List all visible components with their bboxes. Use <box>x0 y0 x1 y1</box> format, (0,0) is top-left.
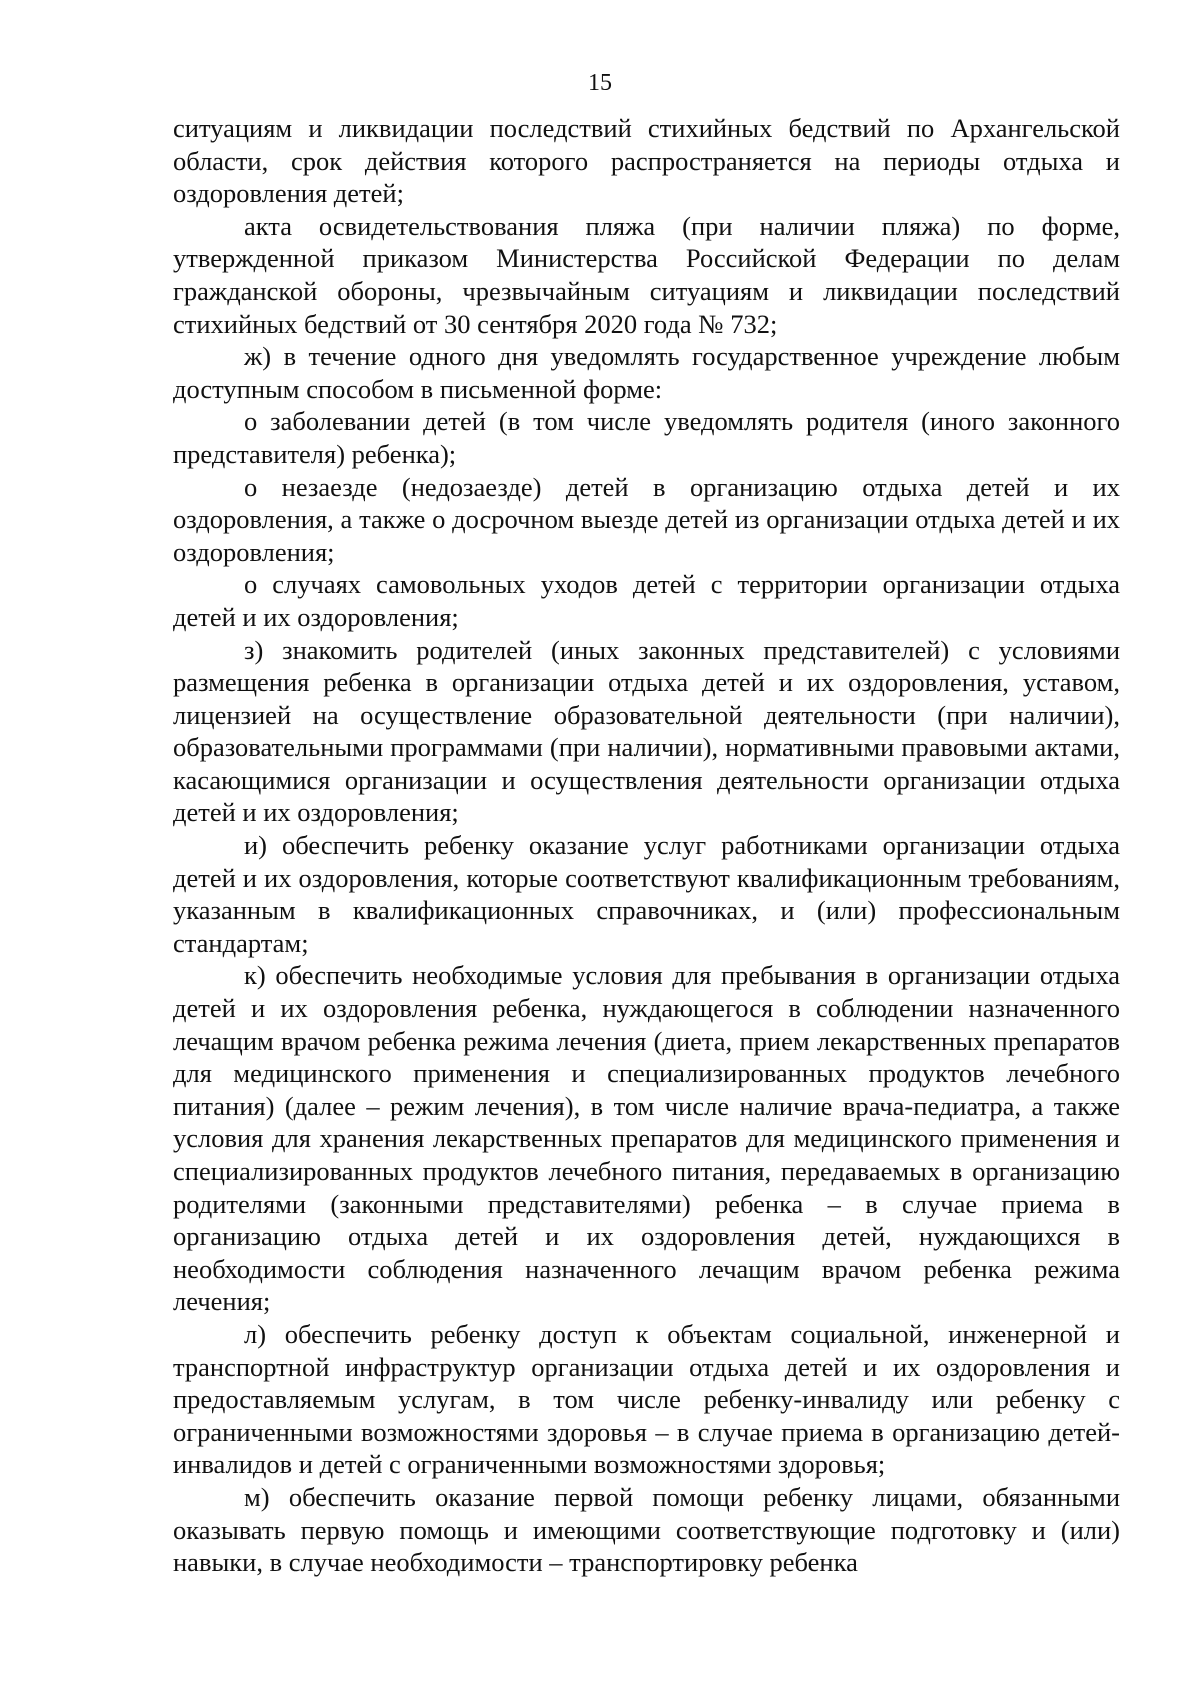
paragraph-beach-act: акта освидетельствования пляжа (при наличии пляжа) по форме, утвержденной приказом Министерства Российской Федерации по делам гражданской обороны, чрезвычайным ситуациям и ликвидации последствий стихийных бедствий от 30 сентября 2020 года № 732; <box>173 210 1120 339</box>
paragraph-item-i: и) обеспечить ребенку оказание услуг работниками организации отдыха детей и их оздоровления, которые соответствуют квалификационным требованиям, указанным в квалификационных справочниках, и (или) профессиональным стандартам; <box>173 830 1120 958</box>
document-body <box>173 112 1120 1579</box>
paragraph-non-arrival: о незаезде (недозаезде) детей в организацию отдыха детей и их оздоровления, а также о досрочном выезде детей из организации отдыха детей и их оздоровления; <box>173 471 1120 567</box>
page-number: 15 <box>588 70 612 96</box>
paragraph-continuation: ситуациям и ликвидации последствий стихийных бедствий по Архангельской области, срок действия которого распространяется на периоды отдыха и оздоровления детей; <box>173 113 1120 209</box>
paragraph-item-zh: ж) в течение одного дня уведомлять государственное учреждение любым доступным способом в письменной форме: <box>173 341 1120 404</box>
paragraph-unauthorized-leave: о случаях самовольных уходов детей с территории организации отдыха детей и их оздоровления; <box>173 569 1120 632</box>
paragraph-item-z: з) знакомить родителей (иных законных представителей) с условиями размещения ребенка в организации отдыха детей и их оздоровления, уставом, лицензией на осуществление образовательной деятельности (при наличии), образовательными программами (при наличии), нормативными правовыми актами, касающимися организации и осуществления деятельности организации отдыха детей и их оздоровления; <box>173 634 1120 828</box>
paragraph-item-l: л) обеспечить ребенку доступ к объектам социальной, инженерной и транспортной инфраструктур организации отдыха детей и их оздоровления и предоставляемым услугам, в том числе ребенку-инвалиду или ребенку с ограниченными возможностями здоровья – в случае приема в организацию детей-инвалидов и детей с ограниченными возможностями здоровья; <box>173 1318 1120 1480</box>
paragraph-illness: о заболевании детей (в том числе уведомлять родителя (иного законного представителя) ребенка); <box>173 406 1120 469</box>
paragraph-item-m: м) обеспечить оказание первой помощи ребенку лицами, обязанными оказывать первую помощь и имеющими соответствующие подготовку и (или) навыки, в случае необходимости – транспортировку ребенка <box>173 1481 1120 1578</box>
paragraph-item-k: к) обеспечить необходимые условия для пребывания в организации отдыха детей и их оздоровления ребенка, нуждающегося в соблюдении назначенного лечащим врачом ребенка режима лечения (диета, прием лекарственных препаратов для медицинского применения и специализированных продуктов лечебного питания) (далее – режим лечения), в том числе наличие врача-педиатра, а также условия для хранения лекарственных препаратов для медицинского применения и специализированных продуктов лечебного питания, передаваемых в организацию родителями (законными представителями) ребенка – в случае приема в организацию отдыха детей и их оздоровления детей, нуждающихся в необходимости соблюдения назначенного лечащим врачом ребенка режима лечения; <box>173 960 1120 1317</box>
